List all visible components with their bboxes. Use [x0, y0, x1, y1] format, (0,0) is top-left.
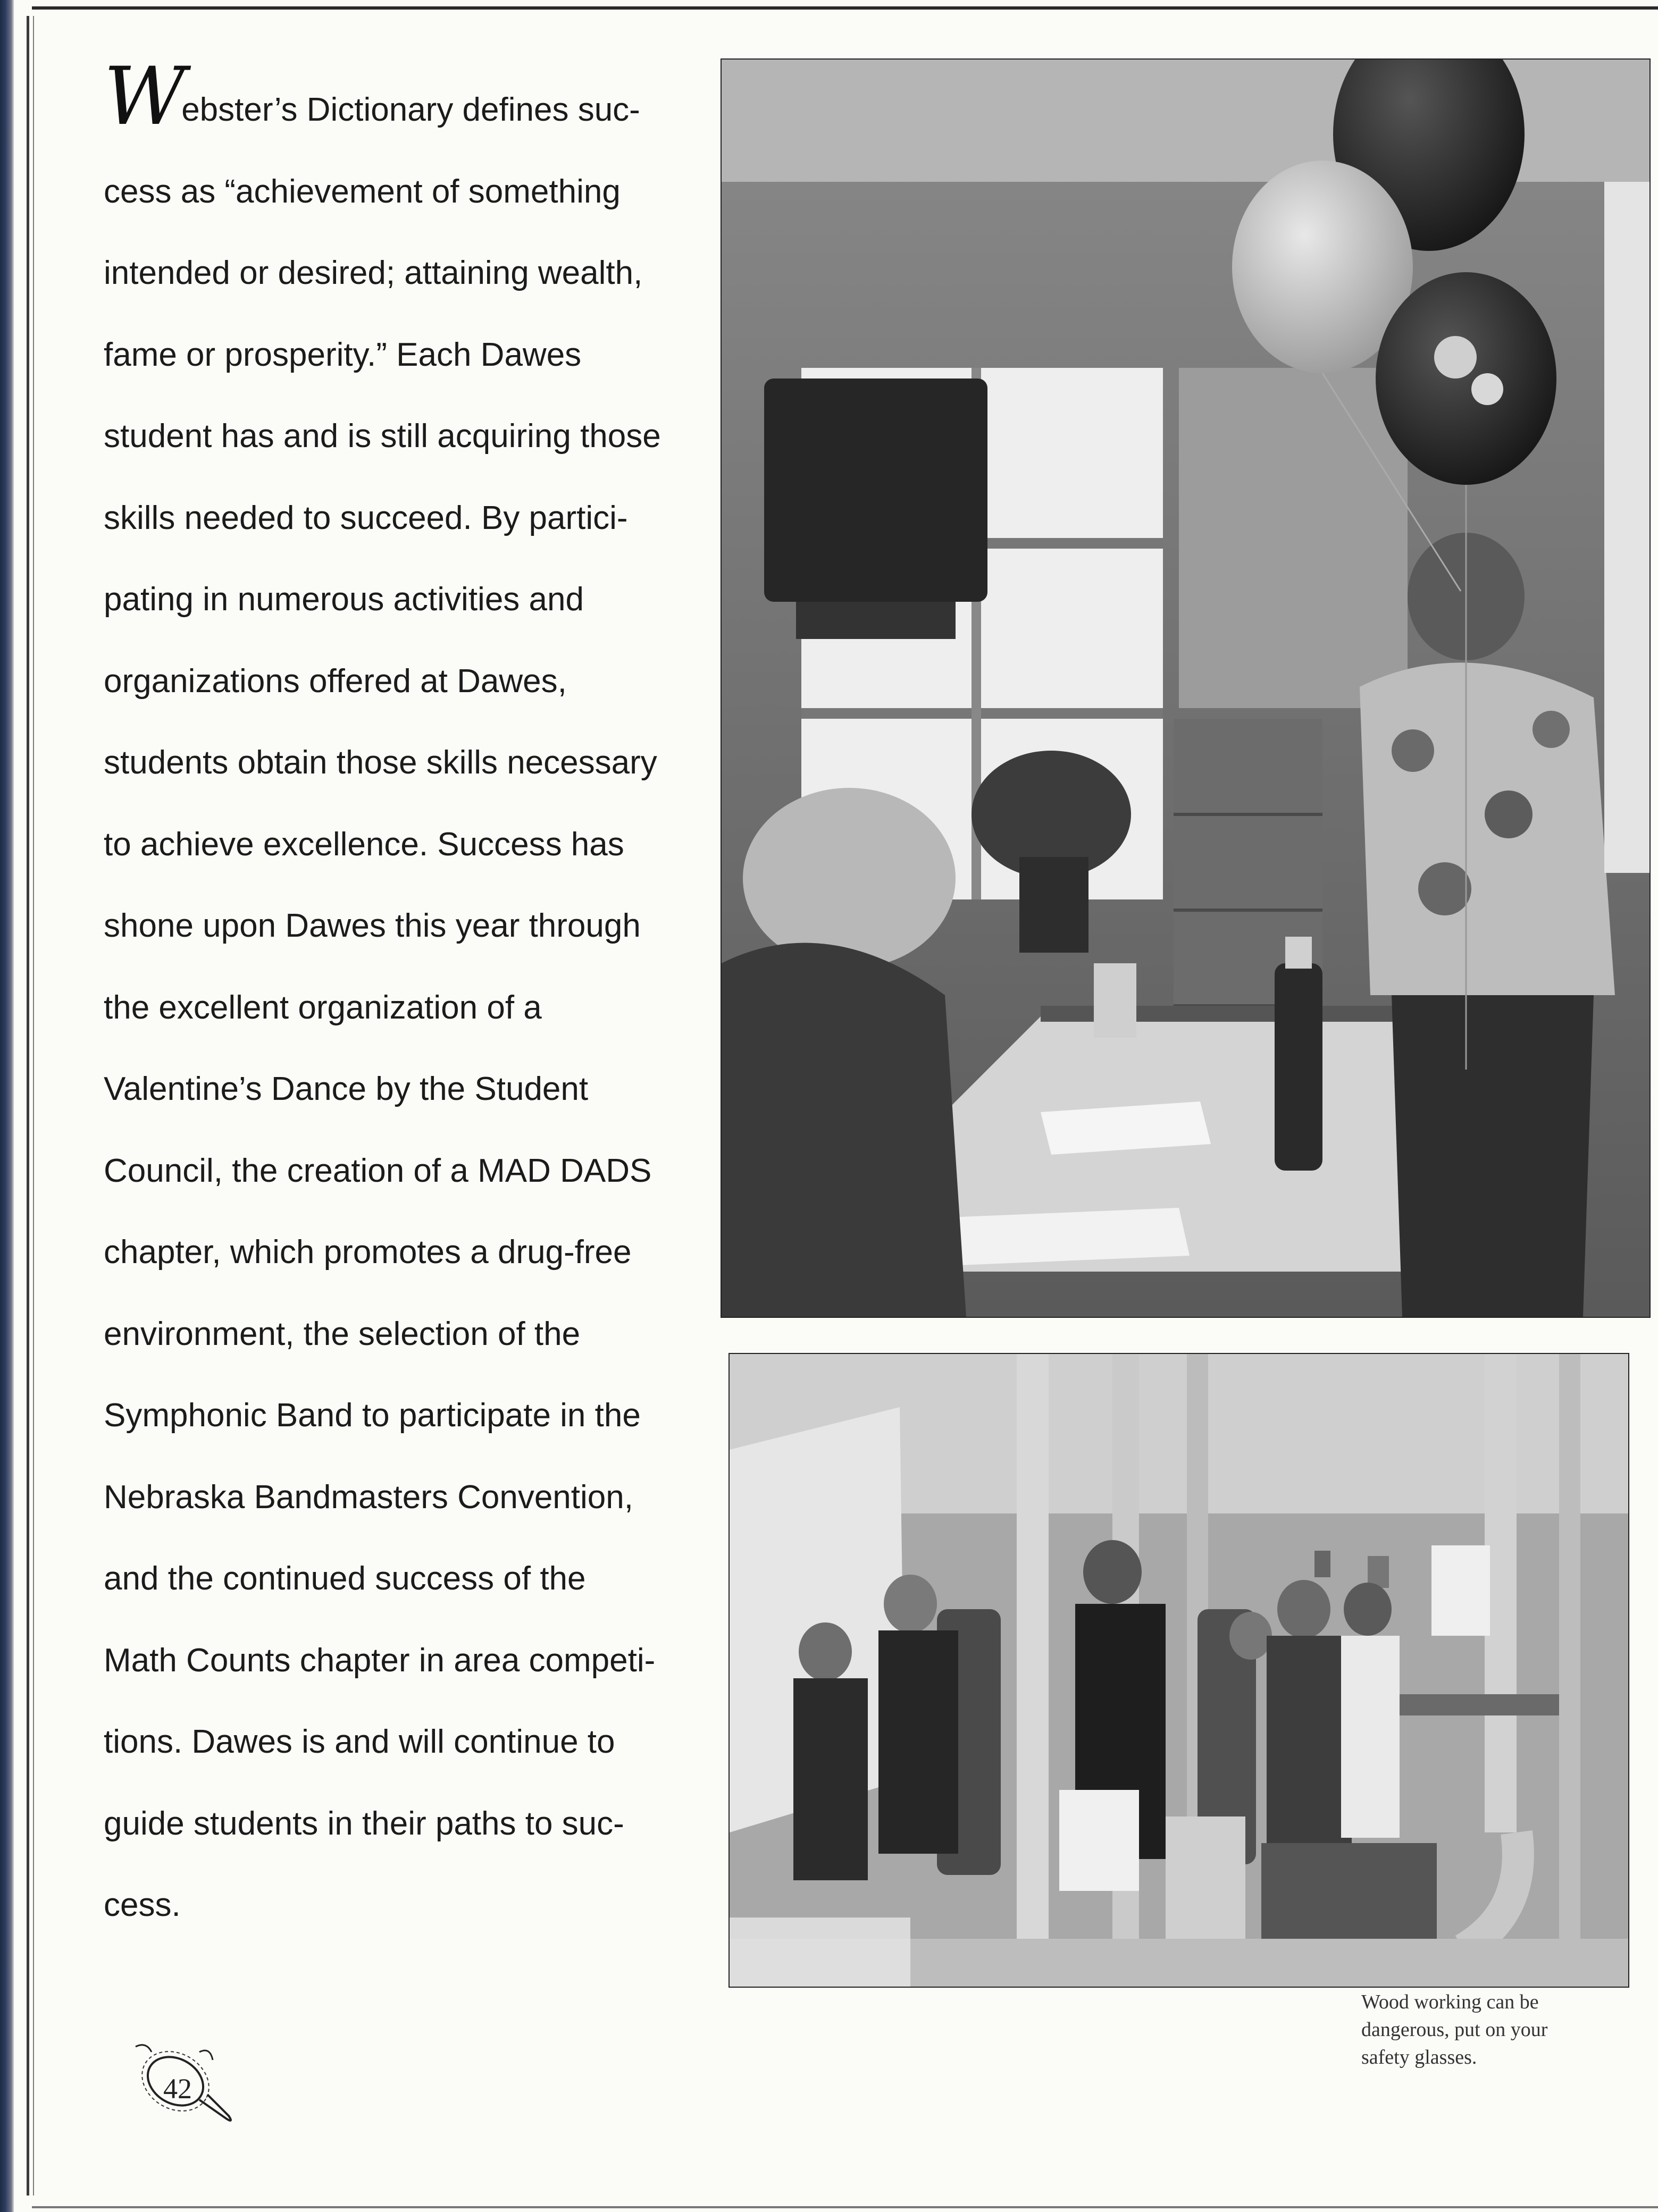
body-line-first: Webster’s Dictionary defines suc-	[104, 51, 640, 143]
body-line: organizations offered at Dawes,	[104, 662, 567, 700]
body-line: skills needed to succeed. By partici-	[104, 499, 628, 536]
classroom-photo-art	[722, 60, 1649, 1317]
body-line: and the continued success of the	[104, 1560, 586, 1597]
body-line: Nebraska Bandmasters Convention,	[104, 1478, 633, 1516]
body-line: Valentine’s Dance by the Student	[104, 1071, 589, 1107]
caption-line: dangerous, put on your	[1361, 2018, 1548, 2041]
top-rule	[32, 6, 1658, 10]
page-number: 42	[163, 2073, 192, 2105]
body-line: student has and is still acquiring those	[104, 418, 661, 455]
body-line: to achieve excellence. Success has	[104, 826, 624, 863]
margin-rule-thin	[33, 16, 34, 2196]
body-line: chapter, which promotes a drug-free	[104, 1234, 632, 1271]
body-line: pating in numerous activities and	[104, 581, 584, 618]
caption-line: safety glasses.	[1361, 2046, 1477, 2068]
body-line: shone upon Dawes this year through	[104, 907, 641, 944]
body-line: Symphonic Band to participate in the	[104, 1397, 641, 1434]
body-line: cess.	[104, 1887, 181, 1923]
body-line: Council, the creation of a MAD DADS	[104, 1152, 652, 1189]
body-line: cess as “achievement of something	[104, 173, 621, 210]
classroom-photo	[721, 58, 1651, 1318]
body-line: intended or desired; attaining wealth,	[104, 255, 643, 291]
body-line: tions. Dawes is and will continue to	[104, 1723, 615, 1760]
photo-caption	[1361, 1988, 1627, 2071]
body-line: fame or prosperity.” Each Dawes	[104, 336, 582, 373]
body-line: students obtain those skills necessary	[104, 744, 657, 781]
body-line: guide students in their paths to suc-	[104, 1805, 624, 1842]
woodshop-photo	[728, 1353, 1629, 1988]
body-line: environment, the selection of the	[104, 1315, 581, 1352]
drop-cap: W	[104, 51, 186, 143]
body-line: Math Counts chapter in area competi-	[104, 1642, 656, 1679]
caption-line: Wood working can be	[1361, 1991, 1539, 2013]
page-number-ornament	[120, 2036, 242, 2126]
body-line: the excellent organization of a	[104, 989, 542, 1026]
woodshop-photo-art	[730, 1354, 1628, 1987]
body-text	[104, 51, 715, 1946]
bottom-rule	[32, 2206, 1658, 2208]
binding-edge	[0, 0, 14, 2212]
margin-rule	[27, 16, 29, 2196]
